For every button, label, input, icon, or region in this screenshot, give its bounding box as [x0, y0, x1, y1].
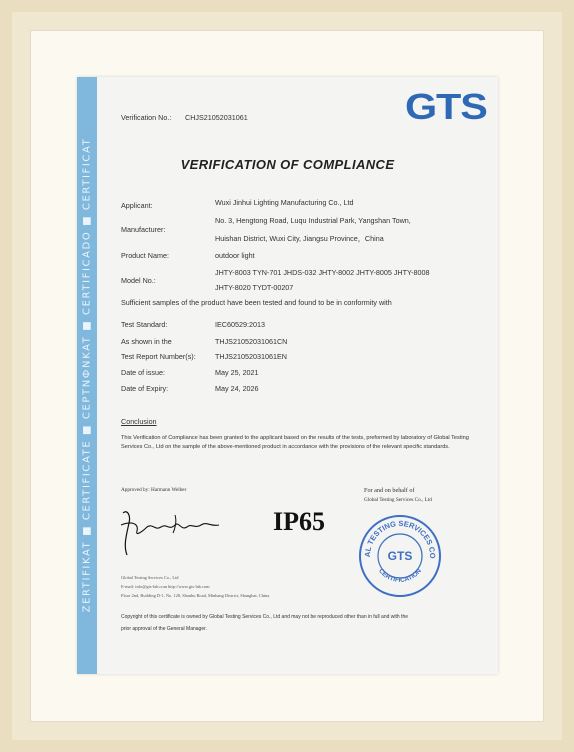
- stamp-center-text: GTS: [387, 549, 413, 563]
- conformity-statement: Sufficient samples of the product have been tested and found to be in conformity with: [121, 298, 392, 307]
- expiry-date-label: Date of Expiry:: [121, 384, 169, 393]
- manufacturer-address-line1: No. 3, Hengtong Road, Luqu Industrial Park, Yangshan Town,: [215, 216, 411, 225]
- model-number-label: Model No.:: [121, 276, 156, 285]
- footer-contact: E-mail: info@gts-lab.com http://www.gts-lab.com: [121, 584, 210, 589]
- conclusion-text: This Verification of Compliance has been granted to the applicant based on the results of the tests, preformed by laboratory of Global Testing Services Co., Ltd on the sample of the above-mentioned product in accordance with the provisions of the relevant specific standards.: [121, 435, 469, 450]
- product-name-label: Product Name:: [121, 251, 169, 260]
- issue-date-label: Date of issue:: [121, 368, 165, 377]
- gts-logo: GTS: [405, 86, 487, 127]
- expiry-date-value: May 24, 2026: [215, 384, 259, 393]
- model-numbers-line1: JHTY-8003 TYN-701 JHDS-032 JHTY-8002 JHTY-8005 JHTY-8008: [215, 268, 430, 277]
- signature-drawing: [117, 501, 237, 559]
- model-numbers-line2: JHTY-8020 TYDT-00207: [215, 283, 294, 292]
- test-report-label: Test Report Number(s):: [121, 352, 196, 361]
- verification-label: Verification No.:: [121, 113, 172, 122]
- gts-certification-stamp: [357, 513, 443, 604]
- manufacturer-address-line2: Huishan District, Wuxi City, Jiangsu Province，China: [215, 234, 384, 243]
- test-standard-label: Test Standard:: [121, 320, 168, 329]
- conclusion-heading: Conclusion: [121, 417, 157, 426]
- stripe-text: ZERTIFIKAT ■ CERTIFICATE ■ CEPTNФNKAT ■ CERTIFICADO ■ CERTIFICAT: [81, 137, 93, 613]
- approved-by: Approved by: Harmann Welber: [121, 487, 187, 493]
- certificate-document: [77, 77, 498, 674]
- issue-date-value: May 25, 2021: [215, 368, 259, 377]
- applicant-label: Applicant:: [121, 201, 153, 210]
- test-standard-value: IEC60529:2013: [215, 320, 265, 329]
- document-title: VERIFICATION OF COMPLIANCE: [180, 157, 395, 172]
- ip-rating: IP65: [273, 507, 325, 536]
- manufacturer-label: Manufacturer:: [121, 225, 166, 234]
- applicant-value: Wuxi Jinhui Lighting Manufacturing Co., Ltd: [215, 198, 354, 207]
- signature: [117, 501, 237, 564]
- shown-in-label: As shown in the: [121, 337, 172, 346]
- copyright-line2: prior approval of the General Manager.: [121, 626, 207, 632]
- test-report-value: THJS21052031061EN: [215, 352, 287, 361]
- product-name-value: outdoor light: [215, 251, 255, 260]
- footer-company: Global Testing Services Co., Ltd: [121, 575, 179, 580]
- stamp-bottom-text: CERTIFICATION: [377, 567, 423, 584]
- verification-number: CHJS21052031061: [185, 113, 248, 122]
- on-behalf-line2: Global Testing Services Co., Ltd: [364, 497, 432, 503]
- stamp-outer-text: AL TESTING SERVICES CO: [362, 518, 438, 559]
- on-behalf-line1: For and on behalf of: [364, 487, 415, 494]
- shown-in-value: THJS21052031061CN: [215, 337, 288, 346]
- copyright-line1: Copyright of this certificate is owned by Global Testing Services Co., Ltd and may not be reproduced other than in full and with the: [121, 614, 409, 620]
- footer-address: Floor 2nd, Building D-1, No. 128, Shanhu Road, Minhang District, Shanghai, China: [121, 593, 270, 598]
